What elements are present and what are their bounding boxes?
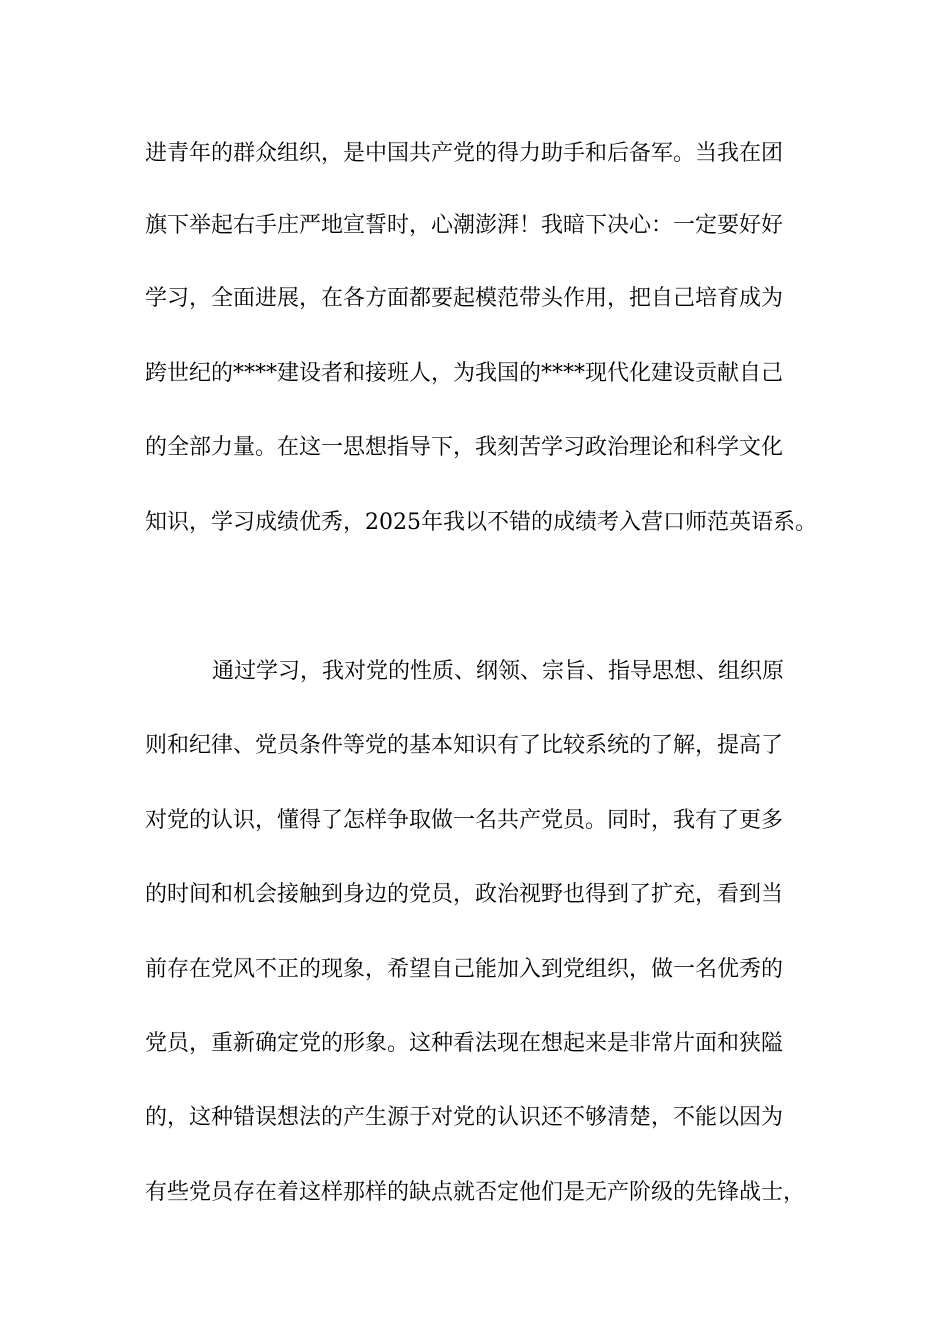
paragraph-1-line-2: 旗下举起右手庄严地宣誓时，心潮澎湃！我暗下决心：一定要好好 [145, 213, 784, 238]
paragraph-2-line-3: 对党的认识，懂得了怎样争取做一名共产党员。同时，我有了更多 [145, 808, 784, 833]
paragraph-1-line-5: 的全部力量。在这一思想指导下，我刻苦学习政治理论和科学文化 [145, 435, 784, 460]
paragraph-1-line-6: 知识，学习成绩优秀，2025年我以不错的成绩考入营口师范英语系。 [145, 510, 817, 535]
paragraph-1-line-1: 进青年的群众组织，是中国共产党的得力助手和后备军。当我在团 [145, 141, 784, 166]
paragraph-2-line-5: 前存在党风不正的现象，希望自己能加入到党组织，做一名优秀的 [145, 957, 784, 982]
paragraph-2-line-8: 有些党员存在着这样那样的缺点就否定他们是无产阶级的先锋战士， [145, 1180, 806, 1205]
paragraph-2-line-6: 党员，重新确定党的形象。这种看法现在想起来是非常片面和狭隘 [145, 1031, 784, 1056]
paragraph-1-line-4: 跨世纪的****建设者和接班人，为我国的****现代化建设贡献自己 [145, 361, 784, 386]
paragraph-2-line-4: 的时间和机会接触到身边的党员，政治视野也得到了扩充，看到当 [145, 882, 784, 907]
paragraph-2-line-7: 的，这种错误想法的产生源于对党的认识还不够清楚，不能以因为 [145, 1105, 784, 1130]
paragraph-2-line-1: 通过学习，我对党的性质、纲领、宗旨、指导思想、组织原 [212, 659, 785, 684]
paragraph-1-line-3: 学习，全面进展，在各方面都要起模范带头作用，把自己培育成为 [145, 286, 784, 311]
paragraph-2-line-2: 则和纪律、党员条件等党的基本知识有了比较系统的了解，提高了 [145, 733, 784, 758]
